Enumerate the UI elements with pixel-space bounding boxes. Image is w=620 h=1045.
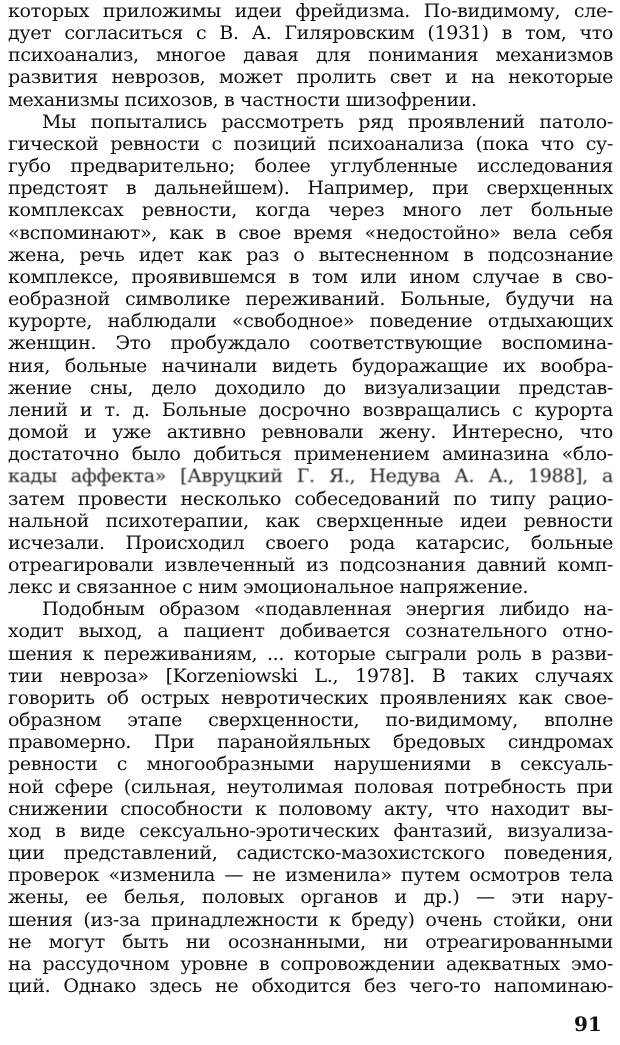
- text-line: жены, ее белья, половых органов и др.) — эти нару-: [8, 886, 613, 908]
- text-line: шения (из-за принадлежности к бреду) очень стойки, они: [8, 909, 613, 931]
- text-line: ной сфере (сильная, неутолимая половая потребность при: [8, 776, 613, 798]
- text-line: тии невроза» [Korzeniowski L., 1978]. В таких случаях: [8, 665, 613, 687]
- text-line: которых приложимы идеи фрейдизма. По-видимому, сле-: [8, 0, 613, 22]
- text-line: проверок «изменила — не изменила» путем осмотров тела: [8, 864, 613, 886]
- text-line: предстоят в дальнейшем). Например, при сверхценных: [8, 177, 613, 199]
- text-line: достаточно было добиться применением аминазина «бло-: [8, 443, 613, 465]
- text-line: женщин. Это пробуждало соответствующие воспомина-: [8, 332, 613, 354]
- text-line: исчезали. Происходил своего рода катарсис, больные: [8, 532, 613, 554]
- text-line: комплексе, проявившемся в том или ином случае в сво-: [8, 266, 613, 288]
- text-line: ций. Однако здесь не обходится без чего-то напоминаю-: [8, 975, 613, 997]
- text-line: лекс и связанное с ним эмоциональное напряжение.: [8, 576, 529, 598]
- page-number: 91: [574, 1012, 602, 1036]
- text-line: отреагировали извлеченный из подсознания давний комп-: [8, 554, 613, 576]
- text-line: говорить об острых невротических проявлениях как свое-: [8, 687, 613, 709]
- text-line: ревности с многообразными нарушениями в сексуаль-: [8, 753, 613, 775]
- paragraph-first-line: Подобным образом «подавленная энергия либидо на-: [42, 598, 613, 620]
- text-line: домой и уже активно ревновали жену. Интересно, что: [8, 421, 613, 443]
- text-line: лений и т. д. Больные досрочно возвращались с курорта: [8, 399, 613, 421]
- paragraph-first-line: Мы попытались рассмотреть ряд проявлений патоло-: [42, 111, 613, 133]
- text-line: правомерно. При паранойяльных бредовых синдромах: [8, 731, 613, 753]
- text-line: ходит выход, а пациент добивается сознательного отно-: [8, 620, 613, 642]
- text-line: ции представлений, садистско-мазохистского поведения,: [8, 842, 613, 864]
- text-line: на рассудочном уровне в сопровождении адекватных эмо-: [8, 953, 613, 975]
- text-line: еобразной символике переживаний. Больные, будучи на: [8, 288, 613, 310]
- text-line: развития неврозов, может пролить свет и на некоторые: [8, 66, 613, 88]
- text-line: ния, больные начинали видеть будоражащие их вообра-: [8, 355, 613, 377]
- text-line: затем провести несколько собеседований по типу рацио-: [8, 488, 613, 510]
- text-line: нальной психотерапии, как сверхценные идеи ревности: [8, 510, 613, 532]
- text-line: шения к переживаниям, ... которые сыграли роль в разви-: [8, 643, 613, 665]
- text-line: не могут быть ни осознанными, ни отреагированными: [8, 931, 613, 953]
- text-line: механизмы психозов, в частности шизофрении.: [8, 89, 477, 111]
- text-line: комплексах ревности, когда через много лет больные: [8, 199, 613, 221]
- text-line: жена, речь идет как раз о вытесненном в подсознание: [8, 244, 613, 266]
- text-line: «вспоминают», как в свое время «недостойно» вела себя: [8, 222, 613, 244]
- text-line: жение сны, дело доходило до визуализации представ-: [8, 377, 613, 399]
- text-line: гической ревности с позиций психоанализа (пока что су-: [8, 133, 613, 155]
- text-line: психоанализ, многое давая для понимания механизмов: [8, 44, 613, 66]
- text-line: дует согласиться с В. А. Гиляровским (1931) в том, что: [8, 22, 613, 44]
- text-line-smudged: кады аффекта» [Авруцкий Г. Я., Недува А. А., 1988], а: [8, 465, 613, 487]
- text-line: образном этапе сверхценности, по-видимому, вполне: [8, 709, 613, 731]
- text-line: снижении способности к половому акту, что находит вы-: [8, 798, 613, 820]
- text-line: ход в виде сексуально-эротических фантазий, визуализа-: [8, 820, 613, 842]
- text-line: губо предварительно; более углубленные исследования: [8, 155, 613, 177]
- text-line: курорте, наблюдали «свободное» поведение отдыхающих: [8, 310, 613, 332]
